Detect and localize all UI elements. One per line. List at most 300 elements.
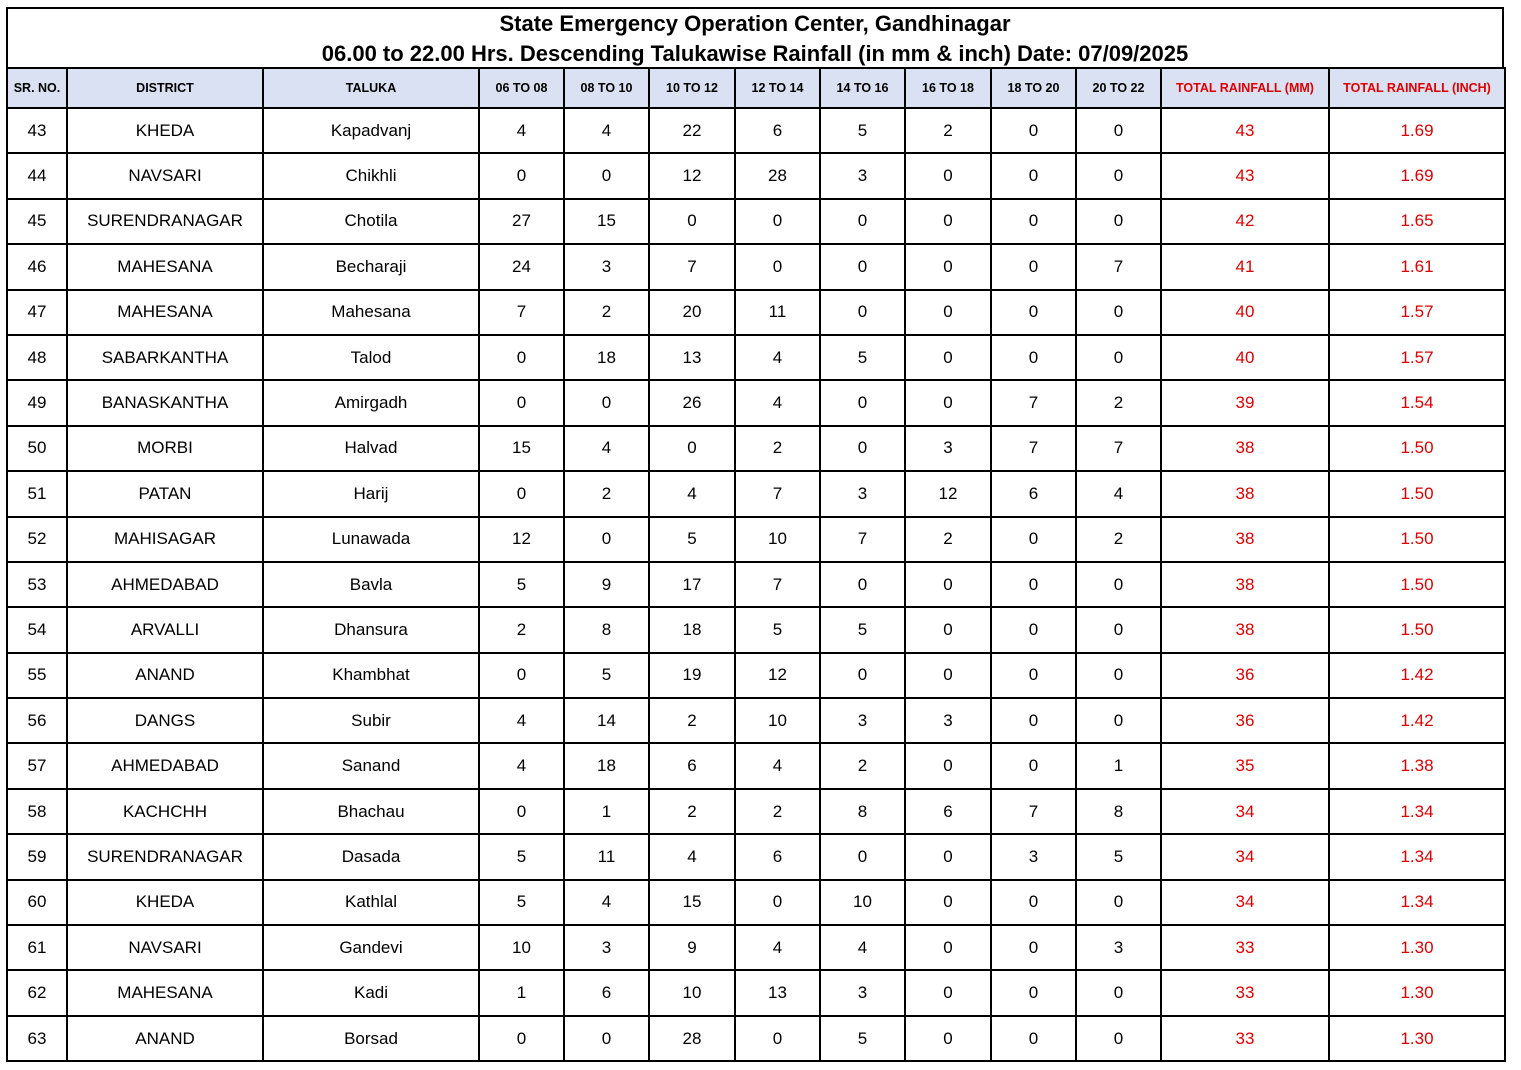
cell-20-to-22: 0 — [1076, 653, 1161, 698]
cell-10-to-12: 2 — [649, 698, 735, 743]
cell-10-to-12: 19 — [649, 653, 735, 698]
cell-sr-no: 46 — [7, 244, 67, 289]
cell-08-to-10: 0 — [564, 517, 649, 562]
cell-10-to-12: 0 — [649, 199, 735, 244]
cell-06-to-08: 5 — [479, 834, 564, 879]
cell-06-to-08: 7 — [479, 290, 564, 335]
cell-16-to-18: 0 — [905, 880, 991, 925]
cell-taluka: Talod — [263, 335, 479, 380]
header-district: DISTRICT — [67, 68, 263, 108]
cell-08-to-10: 15 — [564, 199, 649, 244]
table-row — [7, 789, 1505, 834]
cell-total-rainfall-mm: 36 — [1161, 653, 1329, 698]
cell-total-rainfall-mm: 40 — [1161, 335, 1329, 380]
cell-20-to-22: 0 — [1076, 108, 1161, 153]
cell-total-rainfall-inch: 1.50 — [1329, 426, 1505, 471]
cell-taluka: Kadi — [263, 970, 479, 1015]
cell-06-to-08: 1 — [479, 970, 564, 1015]
cell-20-to-22: 0 — [1076, 562, 1161, 607]
cell-sr-no: 45 — [7, 199, 67, 244]
cell-06-to-08: 4 — [479, 108, 564, 153]
cell-18-to-20: 0 — [991, 925, 1076, 970]
cell-08-to-10: 8 — [564, 607, 649, 652]
cell-10-to-12: 4 — [649, 834, 735, 879]
table-row — [7, 108, 1505, 153]
cell-16-to-18: 0 — [905, 653, 991, 698]
cell-08-to-10: 0 — [564, 153, 649, 198]
cell-14-to-16: 10 — [820, 880, 905, 925]
cell-16-to-18: 0 — [905, 153, 991, 198]
table-row — [7, 335, 1505, 380]
cell-total-rainfall-inch: 1.34 — [1329, 834, 1505, 879]
cell-08-to-10: 4 — [564, 880, 649, 925]
cell-10-to-12: 6 — [649, 743, 735, 788]
cell-20-to-22: 0 — [1076, 290, 1161, 335]
cell-16-to-18: 0 — [905, 607, 991, 652]
cell-20-to-22: 8 — [1076, 789, 1161, 834]
cell-14-to-16: 2 — [820, 743, 905, 788]
cell-20-to-22: 7 — [1076, 426, 1161, 471]
cell-total-rainfall-inch: 1.69 — [1329, 153, 1505, 198]
cell-08-to-10: 4 — [564, 108, 649, 153]
cell-06-to-08: 0 — [479, 653, 564, 698]
cell-10-to-12: 4 — [649, 471, 735, 516]
cell-10-to-12: 0 — [649, 426, 735, 471]
cell-06-to-08: 2 — [479, 607, 564, 652]
cell-16-to-18: 3 — [905, 426, 991, 471]
cell-total-rainfall-inch: 1.30 — [1329, 970, 1505, 1015]
table-row — [7, 1016, 1505, 1061]
cell-taluka: Becharaji — [263, 244, 479, 289]
cell-district: KHEDA — [67, 108, 263, 153]
cell-06-to-08: 15 — [479, 426, 564, 471]
table-row — [7, 880, 1505, 925]
cell-district: MAHESANA — [67, 244, 263, 289]
cell-total-rainfall-mm: 38 — [1161, 517, 1329, 562]
header-14-to-16: 14 TO 16 — [820, 68, 905, 108]
header-12-to-14: 12 TO 14 — [735, 68, 820, 108]
cell-08-to-10: 1 — [564, 789, 649, 834]
cell-12-to-14: 0 — [735, 199, 820, 244]
cell-14-to-16: 0 — [820, 380, 905, 425]
cell-16-to-18: 0 — [905, 925, 991, 970]
cell-12-to-14: 6 — [735, 108, 820, 153]
cell-sr-no: 63 — [7, 1016, 67, 1061]
cell-district: MAHISAGAR — [67, 517, 263, 562]
cell-18-to-20: 0 — [991, 153, 1076, 198]
cell-16-to-18: 0 — [905, 199, 991, 244]
cell-taluka: Sanand — [263, 743, 479, 788]
cell-12-to-14: 11 — [735, 290, 820, 335]
cell-12-to-14: 2 — [735, 789, 820, 834]
cell-sr-no: 61 — [7, 925, 67, 970]
cell-20-to-22: 0 — [1076, 153, 1161, 198]
cell-total-rainfall-mm: 34 — [1161, 789, 1329, 834]
cell-sr-no: 47 — [7, 290, 67, 335]
cell-18-to-20: 6 — [991, 471, 1076, 516]
cell-district: MORBI — [67, 426, 263, 471]
table-row — [7, 607, 1505, 652]
cell-06-to-08: 12 — [479, 517, 564, 562]
cell-district: NAVSARI — [67, 153, 263, 198]
table-header-row — [7, 68, 1505, 108]
cell-total-rainfall-mm: 43 — [1161, 153, 1329, 198]
cell-sr-no: 51 — [7, 471, 67, 516]
cell-08-to-10: 2 — [564, 471, 649, 516]
cell-12-to-14: 10 — [735, 517, 820, 562]
cell-14-to-16: 5 — [820, 607, 905, 652]
cell-taluka: Bhachau — [263, 789, 479, 834]
cell-district: MAHESANA — [67, 290, 263, 335]
cell-taluka: Subir — [263, 698, 479, 743]
cell-total-rainfall-inch: 1.65 — [1329, 199, 1505, 244]
table-row — [7, 653, 1505, 698]
cell-total-rainfall-inch: 1.30 — [1329, 925, 1505, 970]
cell-taluka: Khambhat — [263, 653, 479, 698]
cell-16-to-18: 0 — [905, 1016, 991, 1061]
rainfall-report — [6, 7, 1504, 1062]
cell-taluka: Gandevi — [263, 925, 479, 970]
cell-06-to-08: 0 — [479, 471, 564, 516]
cell-20-to-22: 0 — [1076, 880, 1161, 925]
cell-district: NAVSARI — [67, 925, 263, 970]
cell-20-to-22: 0 — [1076, 199, 1161, 244]
table-row — [7, 517, 1505, 562]
cell-total-rainfall-mm: 35 — [1161, 743, 1329, 788]
cell-14-to-16: 0 — [820, 426, 905, 471]
cell-16-to-18: 12 — [905, 471, 991, 516]
table-body — [7, 108, 1505, 1061]
cell-total-rainfall-inch: 1.50 — [1329, 562, 1505, 607]
cell-district: AHMEDABAD — [67, 743, 263, 788]
cell-20-to-22: 7 — [1076, 244, 1161, 289]
cell-12-to-14: 4 — [735, 380, 820, 425]
cell-20-to-22: 5 — [1076, 834, 1161, 879]
cell-08-to-10: 18 — [564, 335, 649, 380]
cell-12-to-14: 4 — [735, 925, 820, 970]
cell-14-to-16: 3 — [820, 153, 905, 198]
table-row — [7, 290, 1505, 335]
cell-06-to-08: 5 — [479, 880, 564, 925]
cell-18-to-20: 0 — [991, 653, 1076, 698]
cell-10-to-12: 10 — [649, 970, 735, 1015]
cell-10-to-12: 13 — [649, 335, 735, 380]
table-row — [7, 244, 1505, 289]
cell-16-to-18: 0 — [905, 244, 991, 289]
header-06-to-08: 06 TO 08 — [479, 68, 564, 108]
cell-10-to-12: 22 — [649, 108, 735, 153]
table-row — [7, 834, 1505, 879]
header-sr-no: SR. NO. — [7, 68, 67, 108]
cell-20-to-22: 0 — [1076, 607, 1161, 652]
cell-district: SABARKANTHA — [67, 335, 263, 380]
cell-16-to-18: 0 — [905, 970, 991, 1015]
cell-sr-no: 56 — [7, 698, 67, 743]
cell-06-to-08: 0 — [479, 1016, 564, 1061]
cell-district: AHMEDABAD — [67, 562, 263, 607]
table-row — [7, 471, 1505, 516]
cell-total-rainfall-mm: 38 — [1161, 426, 1329, 471]
cell-14-to-16: 0 — [820, 199, 905, 244]
cell-16-to-18: 0 — [905, 743, 991, 788]
cell-total-rainfall-inch: 1.38 — [1329, 743, 1505, 788]
cell-total-rainfall-mm: 38 — [1161, 471, 1329, 516]
cell-12-to-14: 6 — [735, 834, 820, 879]
cell-district: PATAN — [67, 471, 263, 516]
cell-taluka: Chotila — [263, 199, 479, 244]
cell-sr-no: 43 — [7, 108, 67, 153]
cell-18-to-20: 7 — [991, 426, 1076, 471]
cell-10-to-12: 15 — [649, 880, 735, 925]
cell-sr-no: 53 — [7, 562, 67, 607]
cell-taluka: Kathlal — [263, 880, 479, 925]
table-row — [7, 970, 1505, 1015]
cell-08-to-10: 3 — [564, 244, 649, 289]
cell-sr-no: 55 — [7, 653, 67, 698]
cell-20-to-22: 0 — [1076, 335, 1161, 380]
header-total-rainfall-mm: TOTAL RAINFALL (MM) — [1161, 68, 1329, 108]
cell-total-rainfall-mm: 42 — [1161, 199, 1329, 244]
table-row — [7, 426, 1505, 471]
header-20-to-22: 20 TO 22 — [1076, 68, 1161, 108]
cell-total-rainfall-inch: 1.69 — [1329, 108, 1505, 153]
cell-18-to-20: 7 — [991, 380, 1076, 425]
cell-district: ANAND — [67, 1016, 263, 1061]
cell-14-to-16: 7 — [820, 517, 905, 562]
cell-20-to-22: 3 — [1076, 925, 1161, 970]
cell-10-to-12: 28 — [649, 1016, 735, 1061]
cell-18-to-20: 0 — [991, 562, 1076, 607]
cell-district: MAHESANA — [67, 970, 263, 1015]
cell-16-to-18: 2 — [905, 517, 991, 562]
cell-12-to-14: 4 — [735, 743, 820, 788]
cell-08-to-10: 18 — [564, 743, 649, 788]
cell-06-to-08: 10 — [479, 925, 564, 970]
cell-total-rainfall-mm: 41 — [1161, 244, 1329, 289]
cell-taluka: Borsad — [263, 1016, 479, 1061]
cell-16-to-18: 3 — [905, 698, 991, 743]
cell-20-to-22: 2 — [1076, 380, 1161, 425]
cell-10-to-12: 20 — [649, 290, 735, 335]
rainfall-table — [6, 67, 1506, 1062]
cell-08-to-10: 0 — [564, 380, 649, 425]
cell-18-to-20: 0 — [991, 517, 1076, 562]
cell-total-rainfall-inch: 1.57 — [1329, 335, 1505, 380]
cell-18-to-20: 0 — [991, 880, 1076, 925]
cell-16-to-18: 6 — [905, 789, 991, 834]
cell-district: BANASKANTHA — [67, 380, 263, 425]
report-title: State Emergency Operation Center, Gandhinagar — [499, 11, 1011, 36]
cell-sr-no: 44 — [7, 153, 67, 198]
cell-20-to-22: 0 — [1076, 970, 1161, 1015]
cell-10-to-12: 17 — [649, 562, 735, 607]
cell-14-to-16: 5 — [820, 108, 905, 153]
cell-06-to-08: 4 — [479, 743, 564, 788]
cell-08-to-10: 3 — [564, 925, 649, 970]
cell-08-to-10: 2 — [564, 290, 649, 335]
cell-sr-no: 57 — [7, 743, 67, 788]
cell-20-to-22: 4 — [1076, 471, 1161, 516]
cell-12-to-14: 2 — [735, 426, 820, 471]
cell-18-to-20: 3 — [991, 834, 1076, 879]
cell-08-to-10: 5 — [564, 653, 649, 698]
cell-taluka: Chikhli — [263, 153, 479, 198]
table-row — [7, 562, 1505, 607]
report-title-block — [6, 7, 1504, 67]
table-row — [7, 925, 1505, 970]
cell-taluka: Dhansura — [263, 607, 479, 652]
cell-10-to-12: 5 — [649, 517, 735, 562]
cell-district: ANAND — [67, 653, 263, 698]
cell-12-to-14: 0 — [735, 880, 820, 925]
cell-10-to-12: 9 — [649, 925, 735, 970]
cell-06-to-08: 27 — [479, 199, 564, 244]
cell-total-rainfall-inch: 1.34 — [1329, 880, 1505, 925]
cell-10-to-12: 12 — [649, 153, 735, 198]
cell-08-to-10: 6 — [564, 970, 649, 1015]
cell-12-to-14: 7 — [735, 471, 820, 516]
cell-14-to-16: 3 — [820, 970, 905, 1015]
cell-total-rainfall-inch: 1.50 — [1329, 517, 1505, 562]
cell-total-rainfall-mm: 39 — [1161, 380, 1329, 425]
cell-18-to-20: 0 — [991, 290, 1076, 335]
cell-06-to-08: 4 — [479, 698, 564, 743]
cell-total-rainfall-inch: 1.61 — [1329, 244, 1505, 289]
cell-12-to-14: 28 — [735, 153, 820, 198]
cell-total-rainfall-mm: 38 — [1161, 607, 1329, 652]
cell-sr-no: 54 — [7, 607, 67, 652]
cell-18-to-20: 0 — [991, 607, 1076, 652]
cell-10-to-12: 7 — [649, 244, 735, 289]
cell-12-to-14: 0 — [735, 244, 820, 289]
cell-08-to-10: 0 — [564, 1016, 649, 1061]
cell-10-to-12: 2 — [649, 789, 735, 834]
cell-20-to-22: 1 — [1076, 743, 1161, 788]
header-18-to-20: 18 TO 20 — [991, 68, 1076, 108]
cell-taluka: Amirgadh — [263, 380, 479, 425]
cell-18-to-20: 0 — [991, 199, 1076, 244]
cell-20-to-22: 2 — [1076, 517, 1161, 562]
cell-sr-no: 52 — [7, 517, 67, 562]
cell-district: DANGS — [67, 698, 263, 743]
cell-18-to-20: 0 — [991, 698, 1076, 743]
cell-taluka: Kapadvanj — [263, 108, 479, 153]
cell-district: KACHCHH — [67, 789, 263, 834]
cell-08-to-10: 14 — [564, 698, 649, 743]
cell-06-to-08: 0 — [479, 335, 564, 380]
cell-20-to-22: 0 — [1076, 1016, 1161, 1061]
cell-total-rainfall-inch: 1.54 — [1329, 380, 1505, 425]
header-taluka: TALUKA — [263, 68, 479, 108]
cell-sr-no: 48 — [7, 335, 67, 380]
cell-14-to-16: 8 — [820, 789, 905, 834]
cell-sr-no: 58 — [7, 789, 67, 834]
cell-14-to-16: 0 — [820, 290, 905, 335]
cell-taluka: Lunawada — [263, 517, 479, 562]
cell-06-to-08: 0 — [479, 153, 564, 198]
cell-16-to-18: 0 — [905, 380, 991, 425]
table-row — [7, 153, 1505, 198]
cell-14-to-16: 3 — [820, 698, 905, 743]
cell-12-to-14: 4 — [735, 335, 820, 380]
cell-16-to-18: 0 — [905, 834, 991, 879]
cell-14-to-16: 0 — [820, 244, 905, 289]
cell-18-to-20: 0 — [991, 335, 1076, 380]
cell-12-to-14: 5 — [735, 607, 820, 652]
cell-sr-no: 49 — [7, 380, 67, 425]
cell-total-rainfall-mm: 33 — [1161, 1016, 1329, 1061]
cell-06-to-08: 0 — [479, 380, 564, 425]
table-row — [7, 743, 1505, 788]
cell-district: ARVALLI — [67, 607, 263, 652]
cell-total-rainfall-mm: 34 — [1161, 880, 1329, 925]
report-subtitle: 06.00 to 22.00 Hrs. Descending Talukawise Rainfall (in mm & inch) Date: 07/09/2025 — [321, 41, 1189, 66]
cell-total-rainfall-mm: 33 — [1161, 970, 1329, 1015]
cell-18-to-20: 0 — [991, 108, 1076, 153]
cell-16-to-18: 2 — [905, 108, 991, 153]
cell-total-rainfall-inch: 1.57 — [1329, 290, 1505, 335]
cell-14-to-16: 5 — [820, 1016, 905, 1061]
cell-06-to-08: 0 — [479, 789, 564, 834]
cell-total-rainfall-mm: 34 — [1161, 834, 1329, 879]
table-row — [7, 199, 1505, 244]
cell-16-to-18: 0 — [905, 290, 991, 335]
cell-total-rainfall-inch: 1.42 — [1329, 698, 1505, 743]
cell-10-to-12: 26 — [649, 380, 735, 425]
cell-12-to-14: 10 — [735, 698, 820, 743]
cell-06-to-08: 24 — [479, 244, 564, 289]
cell-20-to-22: 0 — [1076, 698, 1161, 743]
cell-taluka: Bavla — [263, 562, 479, 607]
cell-06-to-08: 5 — [479, 562, 564, 607]
header-10-to-12: 10 TO 12 — [649, 68, 735, 108]
cell-taluka: Mahesana — [263, 290, 479, 335]
table-row — [7, 380, 1505, 425]
cell-total-rainfall-inch: 1.50 — [1329, 471, 1505, 516]
cell-taluka: Halvad — [263, 426, 479, 471]
cell-sr-no: 59 — [7, 834, 67, 879]
cell-12-to-14: 13 — [735, 970, 820, 1015]
cell-16-to-18: 0 — [905, 335, 991, 380]
header-08-to-10: 08 TO 10 — [564, 68, 649, 108]
cell-district: KHEDA — [67, 880, 263, 925]
cell-08-to-10: 4 — [564, 426, 649, 471]
cell-12-to-14: 0 — [735, 1016, 820, 1061]
cell-14-to-16: 4 — [820, 925, 905, 970]
cell-total-rainfall-inch: 1.50 — [1329, 607, 1505, 652]
cell-14-to-16: 0 — [820, 562, 905, 607]
table-row — [7, 698, 1505, 743]
cell-taluka: Dasada — [263, 834, 479, 879]
cell-16-to-18: 0 — [905, 562, 991, 607]
cell-18-to-20: 0 — [991, 1016, 1076, 1061]
cell-18-to-20: 0 — [991, 743, 1076, 788]
cell-total-rainfall-mm: 33 — [1161, 925, 1329, 970]
cell-18-to-20: 0 — [991, 244, 1076, 289]
cell-18-to-20: 0 — [991, 970, 1076, 1015]
cell-12-to-14: 7 — [735, 562, 820, 607]
cell-08-to-10: 9 — [564, 562, 649, 607]
cell-12-to-14: 12 — [735, 653, 820, 698]
cell-14-to-16: 3 — [820, 471, 905, 516]
cell-total-rainfall-inch: 1.34 — [1329, 789, 1505, 834]
cell-total-rainfall-mm: 43 — [1161, 108, 1329, 153]
header-16-to-18: 16 TO 18 — [905, 68, 991, 108]
header-total-rainfall-inch: TOTAL RAINFALL (INCH) — [1329, 68, 1505, 108]
cell-taluka: Harij — [263, 471, 479, 516]
cell-total-rainfall-inch: 1.42 — [1329, 653, 1505, 698]
cell-10-to-12: 18 — [649, 607, 735, 652]
